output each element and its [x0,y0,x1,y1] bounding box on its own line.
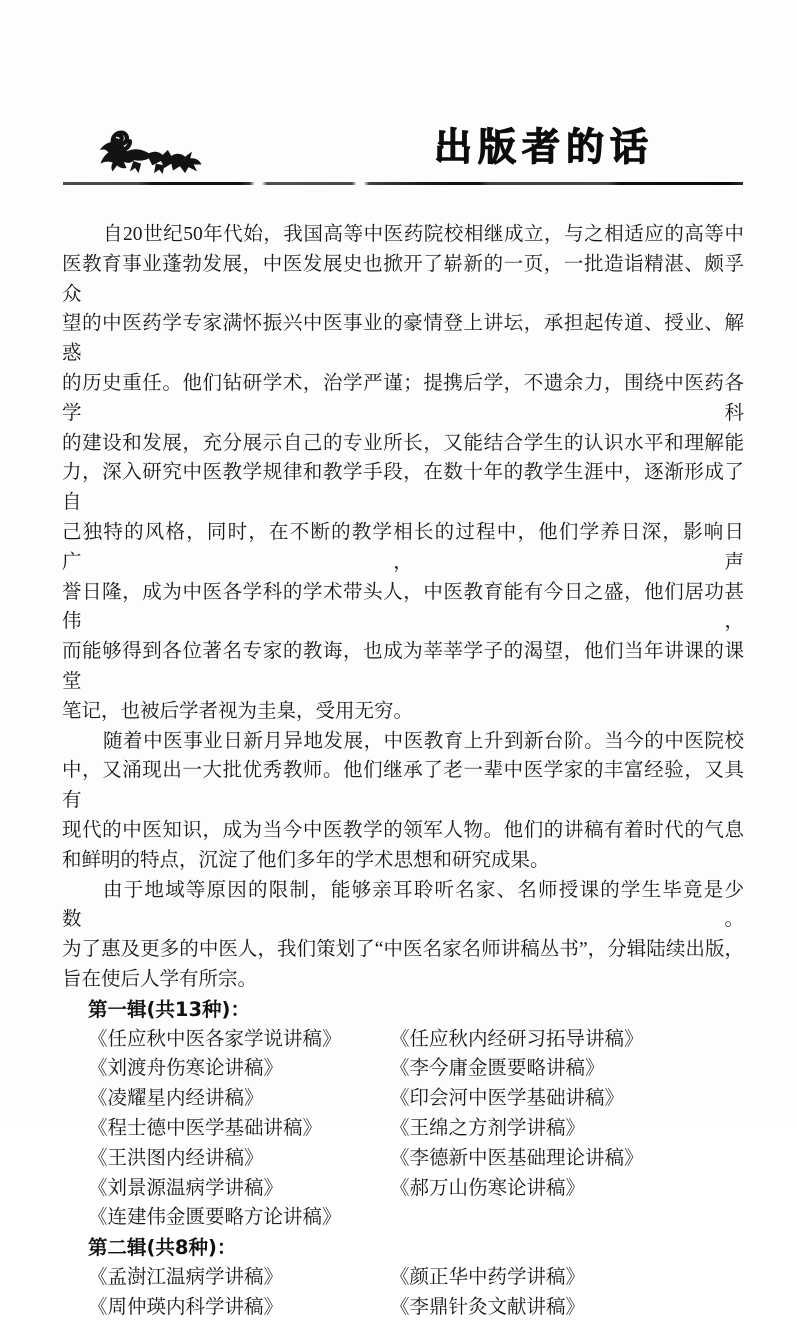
book-list-row [88,1054,744,1084]
body-text-line: 而能够得到各位著名专家的教诲，也成为莘莘学子的渴望，他们当年讲课的课堂 [62,641,744,692]
body-text-line: 的建设和发展，充分展示自己的专业所长，又能结合学生的认识水平和理解能 [62,432,744,454]
book-list-row [88,1114,744,1144]
book-title: 《李德新中医基础理论讲稿》 [390,1147,644,1169]
book-title: 《连建伟金匮要略方论讲稿》 [88,1207,342,1229]
book-title: 《周仲瑛内科学讲稿》 [88,1296,284,1318]
body-text-line: 现代的中医知识，成为当今中医教学的领军人物。他们的讲稿有着时代的气息 [62,819,744,841]
page-title: 出版者的话 [434,125,655,169]
body-text-line: 望的中医药学专家满怀振兴中医事业的豪情登上讲坛，承担起传道、授业、解惑 [62,313,744,365]
body-text-line: 为了惠及更多的中医人，我们策划了“中医名家名师讲稿丛书”，分辑陆续出版， [62,939,744,961]
body-text [62,220,744,1322]
book-title: 《李鼎针灸文献讲稿》 [390,1296,586,1318]
series-1-heading: 第一辑(共13种)： [88,997,250,1021]
book-title: 《王洪图内经讲稿》 [88,1147,264,1169]
book-list-row [88,1025,744,1055]
book-list-row [88,1084,744,1114]
series-2-heading: 第二辑(共8种)： [88,1236,237,1260]
book-title: 《印会河中医学基础讲稿》 [390,1088,625,1110]
book-title: 《李今庸金匮要略讲稿》 [390,1058,605,1080]
book-list-row [88,1263,744,1293]
dragon-beast-ornament-icon [92,122,204,176]
book-list-row [88,1144,744,1174]
book-title: 《刘渡舟伤寒论讲稿》 [88,1058,284,1080]
body-text-line: 和鲜明的特点，沉淀了他们多年的学术思想和研究成果。 [62,849,550,871]
header-divider [63,182,743,185]
body-text-line: 旨在使后人学有所宗。 [62,968,258,990]
book-list-row [88,1293,744,1322]
body-text-line: 医教育事业蓬勃发展，中医发展史也掀开了崭新的一页，一批造诣精湛、颇孚众 [62,253,744,305]
body-text-line: 力，深入研究中医教学规律和教学手段，在数十年的教学生涯中，逐渐形成了自 [62,462,744,514]
book-title: 《程士德中医学基础讲稿》 [88,1117,323,1139]
book-title: 《凌耀星内经讲稿》 [88,1088,264,1110]
book-title: 《孟澍江温病学讲稿》 [88,1266,284,1288]
book-title: 《王绵之方剂学讲稿》 [390,1117,586,1139]
book-title: 《郝万山伤寒论讲稿》 [390,1177,586,1199]
book-title: 《颜正华中药学讲稿》 [390,1266,586,1288]
body-text-line: 随着中医事业日新月异地发展，中医教育上升到新台阶。当今的中医院校 [103,730,744,752]
body-text-line: 自20世纪50年代始，我国高等中医药院校相继成立，与之相适应的高等中 [103,224,744,245]
body-text-line: 己独特的风格，同时，在不断的教学相长的过程中，他们学养日深，影响日广，声 [62,521,744,573]
body-text-line: 中，又涌现出一大批优秀教师。他们继承了老一辈中医学家的丰富经验，又具有 [62,760,744,812]
body-text-line: 的历史重任。他们钻研学术，治学严谨；提携后学，不遗余力，围绕中医药各学科 [62,372,744,424]
body-text-line: 由于地域等原因的限制，能够亲耳聆听名家、名师授课的学生毕竟是少数。 [62,879,744,931]
body-text-line: 笔记，也被后学者视为圭臬，受用无穷。 [62,700,414,722]
book-list-row [88,1174,744,1204]
book-title: 《刘景源温病学讲稿》 [88,1177,284,1199]
book-list-row [88,1203,744,1233]
body-text-line: 誉日隆，成为中医各学科的学术带头人，中医教育能有今日之盛，他们居功甚伟， [62,581,744,633]
book-title: 《任应秋中医各家学说讲稿》 [88,1028,342,1050]
book-title: 《任应秋内经研习拓导讲稿》 [390,1028,644,1050]
